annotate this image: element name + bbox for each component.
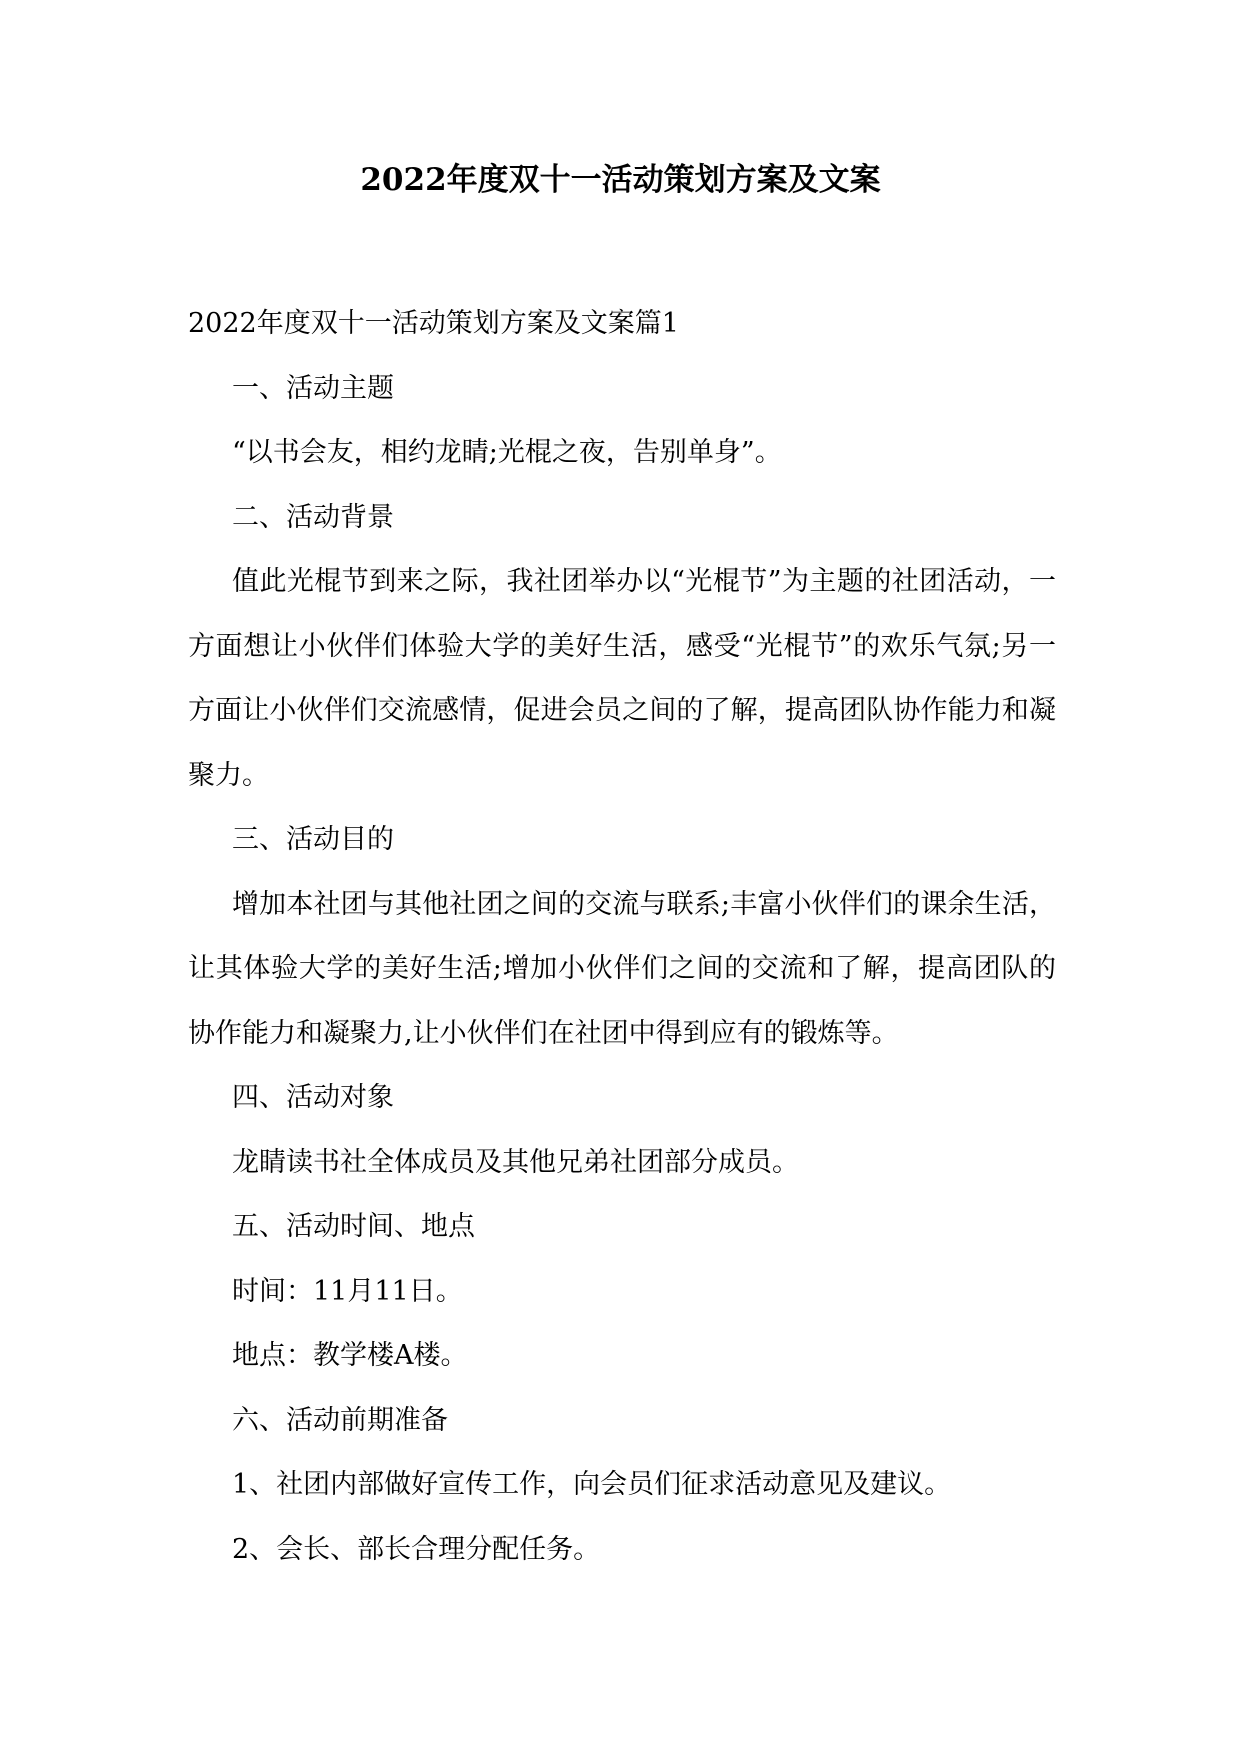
paragraph-audience: 龙睛读书社全体成员及其他兄弟社团部分成员。 bbox=[232, 1146, 799, 1178]
paragraph-location: 地点：教学楼A楼。 bbox=[232, 1340, 468, 1371]
paragraph-background: 值此光棍节到来之际，我社团举办以“光棍节”为主题的社团活动，一方面想让小伙伴们体验大学的美好生活，感受“光棍节”的欢乐气氛;另一方面让小伙伴们交流感情，促进会员之间的了解，提高团队协作能力和凝聚力。 bbox=[188, 566, 1056, 791]
heading-time-location: 五、活动时间、地点 bbox=[232, 1211, 475, 1242]
list-item-preparation-1: 1、社团内部做好宣传工作，向会员们征求活动意见及建议。 bbox=[232, 1469, 952, 1500]
heading-activity-audience: 四、活动对象 bbox=[232, 1082, 394, 1113]
heading-preparation: 六、活动前期准备 bbox=[232, 1404, 448, 1436]
paragraph-theme-slogan: “以书会友，相约龙睛;光棍之夜，告别单身”。 bbox=[232, 437, 782, 468]
paragraph-time: 时间：11月11日。 bbox=[232, 1275, 463, 1307]
section-subtitle: 2022年度双十一活动策划方案及文案篇1 bbox=[188, 308, 679, 339]
paragraph-purpose: 增加本社团与其他社团之间的交流与联系;丰富小伙伴们的课余生活，让其体验大学的美好生活;增加小伙伴们之间的交流和了解，提高团队的协作能力和凝聚力,让小伙伴们在社团中得到应有的锻炼等。 bbox=[188, 888, 1056, 1049]
document-title: 2022年度双十一活动策划方案及文案 bbox=[360, 162, 881, 198]
heading-activity-background: 二、活动背景 bbox=[232, 501, 394, 533]
document-body bbox=[188, 292, 1056, 1582]
heading-activity-purpose: 三、活动目的 bbox=[232, 824, 394, 855]
heading-activity-theme: 一、活动主题 bbox=[232, 372, 394, 404]
list-item-preparation-2: 2、会长、部长合理分配任务。 bbox=[232, 1533, 601, 1565]
